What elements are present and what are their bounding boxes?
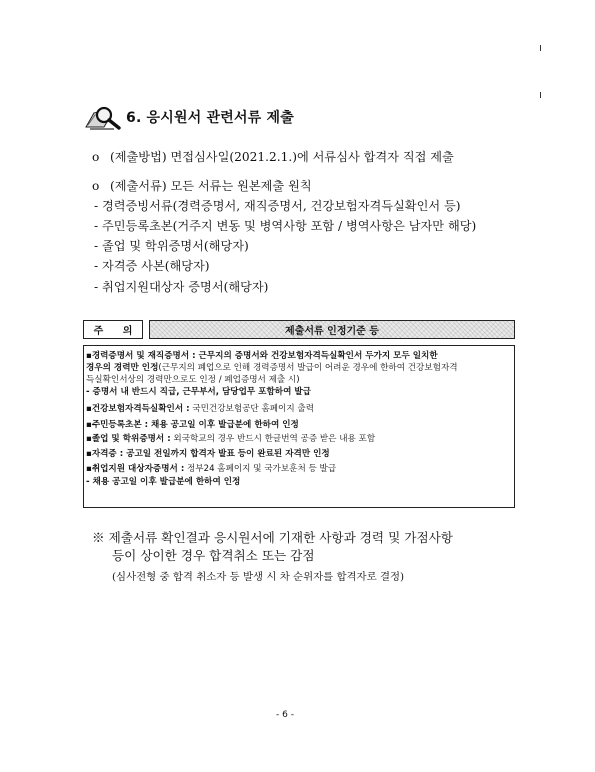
notice-line: - 증명서 내 반드시 직급, 근무부서, 담당업무 포함하여 발급 xyxy=(86,387,311,397)
warning-line-1 xyxy=(92,530,453,546)
notice-title: 제출서류 인정기준 등 xyxy=(149,320,515,339)
notice-line: - 채용 공고일 이후 발급분에 한하여 인정 xyxy=(86,477,241,487)
notice-line: 득실확인서상의 경력만으로도 인정 / 폐업증명서 제출 시) xyxy=(86,375,300,385)
notice-line: 경우의 경력만 인정(근무지의 폐업으로 인해 경력증명서 발급이 어려운 경우에 한하여 건강보험자격 xyxy=(86,363,458,373)
notice-line: ▪주민등록초본 : 채용 공고일 이후 발급분에 한하여 인정 xyxy=(86,420,299,430)
notice-line: ▪건강보험자격득실확인서 : 국민건강보험공단 홈페이지 출력 xyxy=(86,404,314,414)
bullet-marker: o xyxy=(92,179,100,193)
bullet-docs xyxy=(92,178,312,194)
bullet-marker: o xyxy=(92,150,100,164)
bullet-method xyxy=(92,149,454,165)
bullet-text: 면접심사일(2021.2.1.)에 서류심사 합격자 직접 제출 xyxy=(170,150,454,164)
notice-line: ▪자격증 : 공고일 전일까지 합격자 발표 등이 완료된 자격만 인정 xyxy=(86,449,330,459)
notice-line: ▪취업지원 대상자증명서 : 정부24 홈페이지 및 국가보훈처 등 발급 xyxy=(86,464,337,474)
page-number: - 6 - xyxy=(276,710,294,720)
notice-label: 주 의 xyxy=(83,320,143,339)
doc-item: - 자격증 사본(해당자) xyxy=(94,259,210,273)
bullet-label: (제출방법) xyxy=(110,150,167,164)
warning-line-2: 등이 상이한 경우 합격취소 또는 감점 xyxy=(112,548,315,563)
section-heading xyxy=(84,103,294,131)
magnifier-icon xyxy=(84,103,124,131)
doc-item: - 주민등록초본(거주지 변동 및 병역사항 포함 / 병역사항은 남자만 해당) xyxy=(94,219,477,233)
notice-line: ▪경력증명서 및 재직증명서 : 근무지의 증명서와 건강보험자격득실확인서 두가지 모두 일치한 xyxy=(86,351,438,361)
scan-mark xyxy=(540,45,541,51)
doc-item: - 취업지원대상자 증명서(해당자) xyxy=(94,280,269,294)
scan-mark xyxy=(540,92,541,98)
doc-item: - 경력증빙서류(경력증명서, 재직증명서, 건강보험자격득실확인서 등) xyxy=(94,199,461,213)
warning-mark: ※ xyxy=(92,530,105,545)
doc-item: - 졸업 및 학위증명서(해당자) xyxy=(94,239,249,253)
bullet-text: 모든 서류는 원본제출 원칙 xyxy=(170,179,312,193)
notice-box xyxy=(83,345,515,508)
section-title: 6. 응시원서 관련서류 제출 xyxy=(126,110,294,126)
warning-text: 제출서류 확인결과 응시원서에 기재한 사항과 경력 및 가점사항 xyxy=(108,530,453,545)
bullet-label: (제출서류) xyxy=(110,179,167,193)
notice-line: ▪졸업 및 학위증명서 : 외국학교의 경우 반드시 한글번역 공증 받은 내용 포함 xyxy=(86,434,376,444)
warning-note: (심사전형 중 합격 취소자 등 발생 시 차 순위자를 합격자로 결정) xyxy=(112,571,405,583)
notice-header xyxy=(83,320,515,341)
